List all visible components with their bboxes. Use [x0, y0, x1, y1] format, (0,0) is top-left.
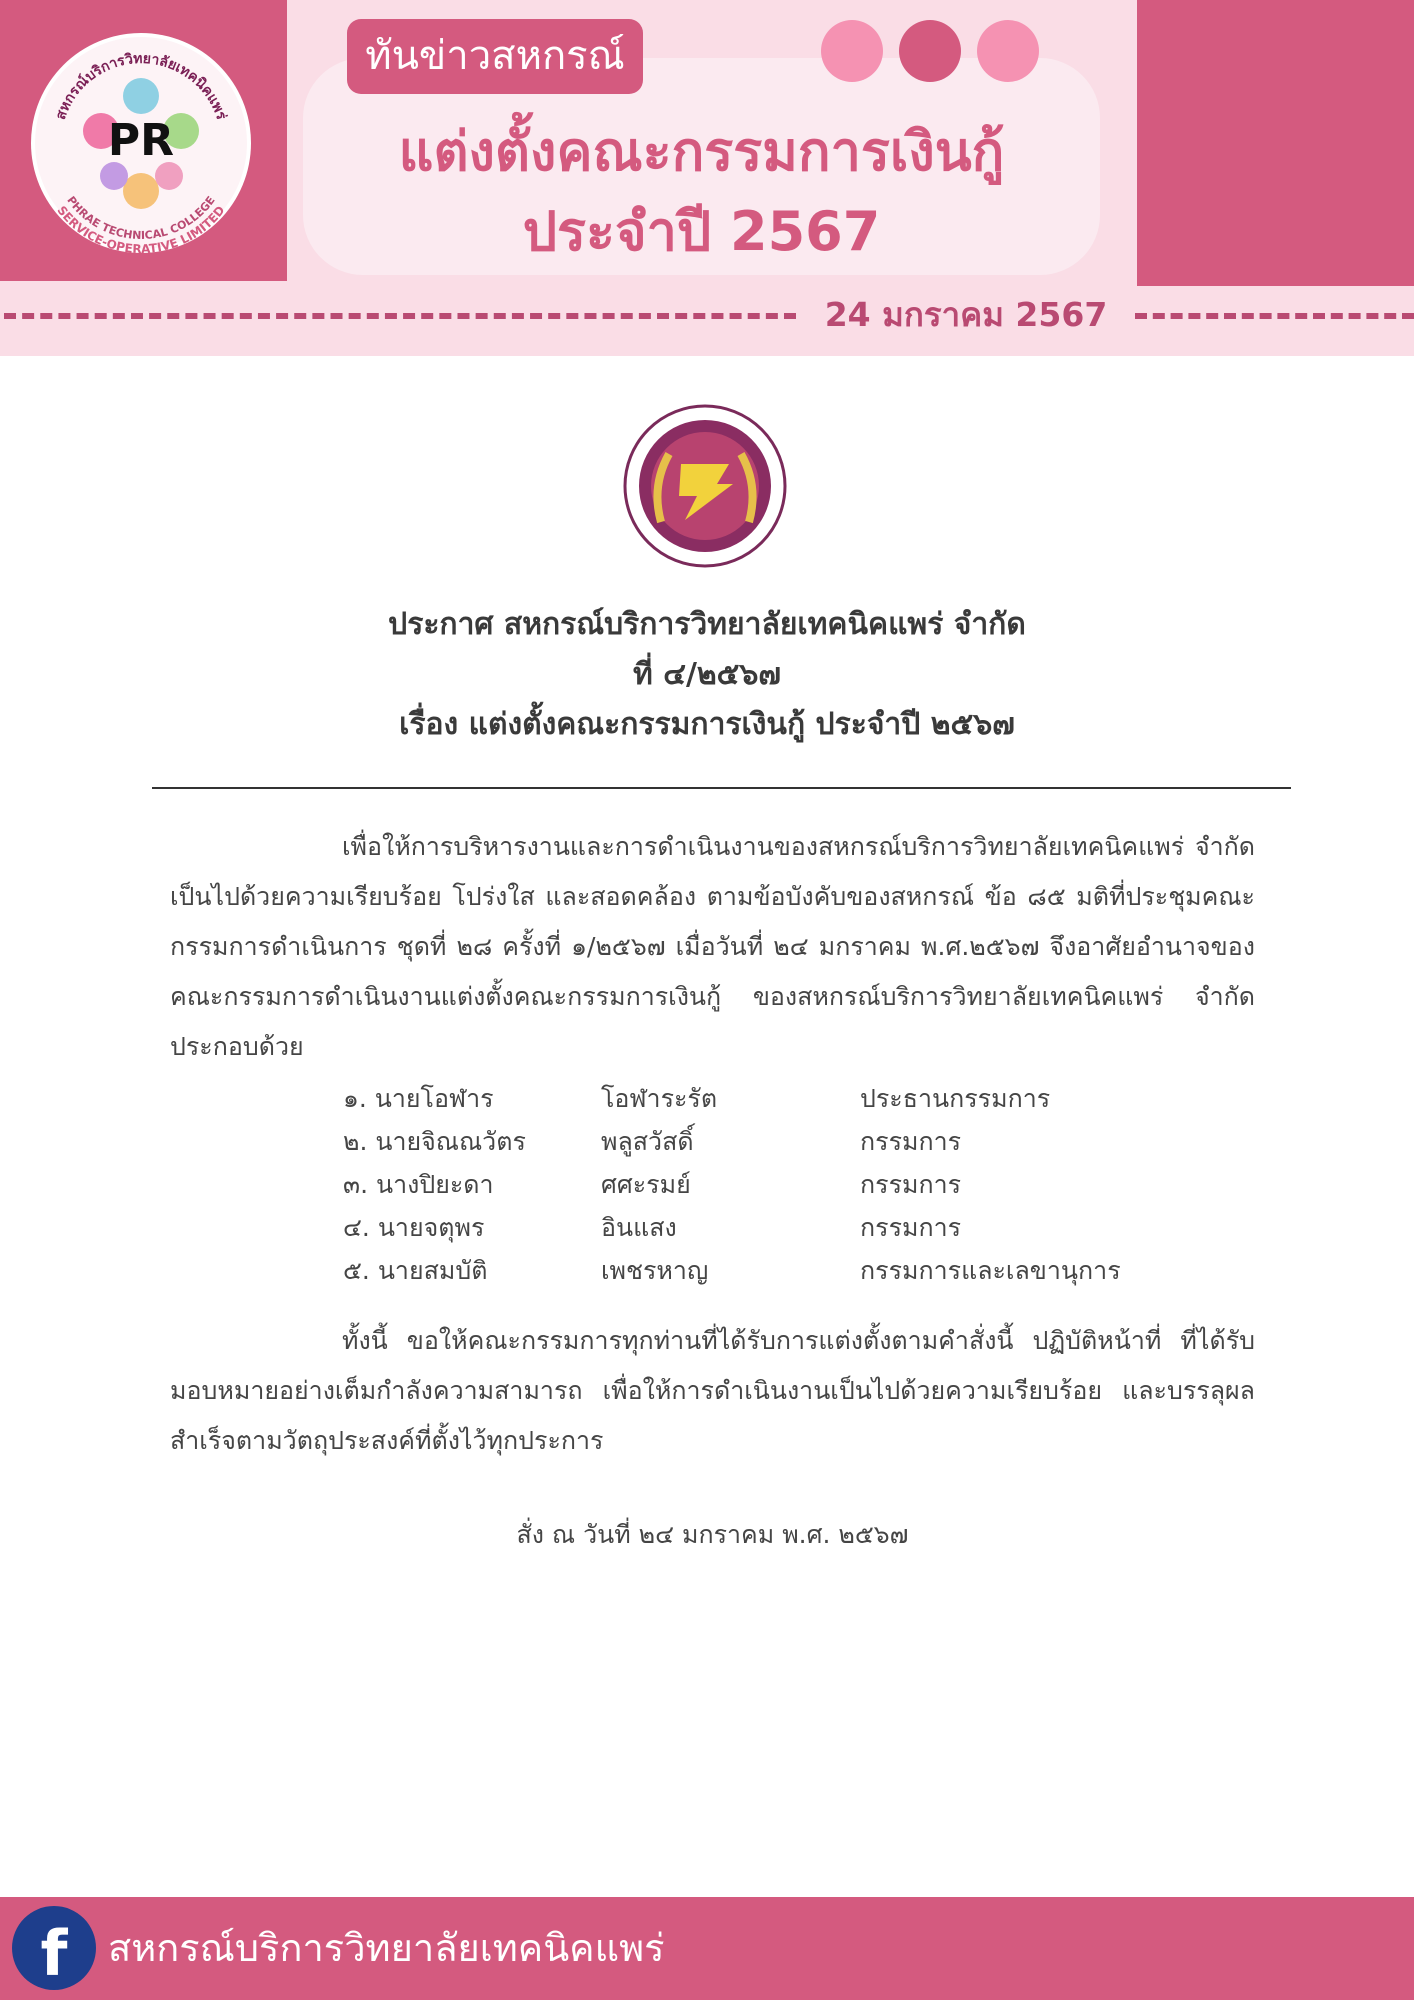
member-first-name: ๒. นายจิณณวัตร: [343, 1127, 526, 1156]
headline: [303, 112, 1100, 272]
decorative-panel: [1137, 0, 1414, 286]
member-last-name: เพชรหาญ: [601, 1256, 709, 1285]
member-last-name: ศศะรมย์: [601, 1170, 691, 1199]
coop-pr-logo: [29, 31, 253, 255]
member-first-name: ๓. นางปิยะดา: [343, 1170, 494, 1199]
logo-ring-text-bottom-1: PHRAE TECHNICAL COLLEGE: [64, 193, 218, 243]
member-role: กรรมการ: [860, 1213, 962, 1242]
logo-initials: PR: [107, 115, 175, 166]
logo-ring-text-top: สหกรณ์บริการวิทยาลัยเทคนิคแพร่: [52, 50, 230, 122]
closing-paragraph-text: ทั้งนี้ ขอให้คณะกรรมการทุกท่านที่ได้รับการแต่งตั้งตามคำสั่งนี้ ปฏิบัติหน้าที่ ที่ได้รับมอบหมายอย่างเต็มกำลังความสามารถ เพื่อให้การดำเนินงานเป็นไปด้วยความเรียบร้อย และบรรลุผลสำเร็จตามวัตถุประสงค์ที่ตั้งไว้ทุกประการ: [170, 1326, 1255, 1455]
member-first-name: ๔. นายจตุพร: [343, 1213, 485, 1242]
member-last-name: อินแสง: [601, 1213, 677, 1242]
news-tag: ทันข่าวสหกรณ์: [347, 19, 643, 94]
order-date: สั่ง ณ วันที่ ๒๔ มกราคม พ.ศ. ๒๕๖๗: [516, 1520, 909, 1549]
post-date: 24 มกราคม 2567: [824, 295, 1108, 334]
dashed-divider: [4, 313, 796, 319]
announcement-title: ประกาศ สหกรณ์บริการวิทยาลัยเทคนิคแพร่ จำกัด: [388, 607, 1026, 642]
member-first-name: ๕. นายสมบัติ: [343, 1256, 488, 1285]
decor-dot: [977, 20, 1039, 82]
intro-paragraph: [170, 822, 1255, 1072]
footer-bar: [0, 1897, 1414, 2000]
member-role: กรรมการ: [860, 1170, 962, 1199]
closing-paragraph: [170, 1316, 1255, 1466]
decor-dot: [821, 20, 883, 82]
facebook-page-name[interactable]: สหกรณ์บริการวิทยาลัยเทคนิคแพร่: [108, 1926, 665, 1970]
member-role: ประธานกรรมการ: [860, 1084, 1051, 1113]
member-first-name: ๑. นายโอฬาร: [343, 1084, 494, 1113]
intro-paragraph-text: เพื่อให้การบริหารงานและการดำเนินงานของสหกรณ์บริการวิทยาลัยเทคนิคแพร่ จำกัด เป็นไปด้วยความเรียบร้อย โปร่งใส และสอดคล้อง ตามข้อบังคับของสหกรณ์ ข้อ ๘๕ มติที่ประชุมคณะกรรมการดำเนินการ ชุดที่ ๒๘ ครั้งที่ ๑/๒๕๖๗ เมื่อวันที่ ๒๔ มกราคม พ.ศ.๒๕๖๗ จึงอาศัยอำนาจของคณะกรรมการดำเนินงานแต่งตั้งคณะกรรมการเงินกู้ ของสหกรณ์บริการวิทยาลัยเทคนิคแพร่ จำกัด ประกอบด้วย: [170, 832, 1255, 1061]
logo-ring-text-bottom-2: SERVICE-OPERATIVE LIMITED: [54, 203, 228, 255]
cooperative-seal-logo: [621, 402, 789, 570]
headline-line-2: ประจำปี 2567: [522, 200, 881, 263]
member-role: กรรมการ: [860, 1127, 962, 1156]
heading-rule: [152, 787, 1291, 789]
decor-dot: [899, 20, 961, 82]
header-banner: [0, 0, 1414, 356]
facebook-icon[interactable]: f: [12, 1906, 96, 1990]
dashed-divider: [1135, 313, 1414, 319]
member-last-name: โอฬาระรัต: [601, 1084, 718, 1113]
announcement-number: ที่ ๔/๒๕๖๗: [633, 657, 781, 692]
member-role: กรรมการและเลขานุการ: [860, 1256, 1121, 1285]
announcement-subject: เรื่อง แต่งตั้งคณะกรรมการเงินกู้ ประจำปี ๒๕๖๗: [399, 707, 1015, 742]
announcement-heading: [150, 600, 1264, 750]
member-last-name: พลูสวัสดิ์: [601, 1127, 694, 1156]
headline-line-1: แต่งตั้งคณะกรรมการเงินกู้: [398, 120, 1005, 183]
